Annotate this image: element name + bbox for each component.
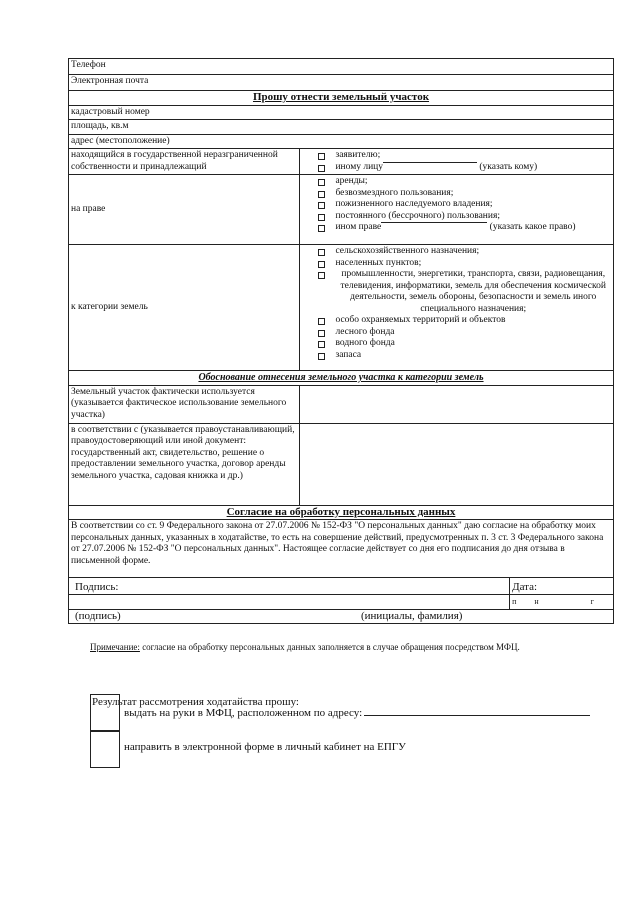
right-option-other[interactable]: ином праве (указать какое право) <box>302 222 611 234</box>
right-option[interactable]: пожизненного наследуемого владения; <box>302 199 611 211</box>
address-label: адрес (местоположение) <box>71 135 170 146</box>
according-input[interactable] <box>300 423 614 505</box>
right-label: на праве <box>69 175 300 245</box>
according-label: в соответствии с (указывается правоустанавливающий, правоудостоверяющий или иной документ: государственный акт, свидетельство, решение о предоставлении земельного участка, договор аренды земельного участка, садовая книжка и др.) <box>69 423 300 505</box>
signature-input[interactable] <box>69 595 510 610</box>
consent-heading: Согласие на обработку персональных данных <box>69 505 614 520</box>
category-option[interactable]: лесного фонда <box>302 327 611 339</box>
email-field[interactable] <box>69 75 614 91</box>
category-option[interactable]: особо охраняемых территорий и объектов <box>302 315 611 327</box>
fill-line[interactable] <box>383 162 477 163</box>
category-option[interactable]: водного фонда <box>302 338 611 350</box>
date-input[interactable]: п н г <box>510 595 614 610</box>
address-field[interactable] <box>69 134 614 149</box>
cadastral-field[interactable] <box>69 105 614 120</box>
email-label: Электронная почта <box>71 76 149 86</box>
ownership-option-other[interactable]: иному лицу (указать кому) <box>302 162 611 174</box>
choice-mfc: выдать на руки в МФЦ, расположенном по адресу: <box>124 707 590 719</box>
checkbox[interactable] <box>318 165 325 172</box>
area-label: площадь, кв.м <box>71 121 129 131</box>
phone-field[interactable] <box>69 59 614 75</box>
category-option[interactable]: запаса <box>302 350 611 362</box>
checkbox-epgu[interactable] <box>90 730 120 768</box>
right-option[interactable]: постоянного (бессрочного) пользования; <box>302 211 611 223</box>
category-option[interactable]: промышленности, энергетики, транспорта, связи, радиовещания, телевидения, информатики, земель для обеспечения космической деятельности, земель обороны, безопасности и земель иного специального назначения; <box>302 269 611 315</box>
right-option[interactable]: безвозмездного пользования; <box>302 188 611 200</box>
phone-label: Телефон <box>71 60 106 70</box>
note-text: согласие на обработку персональных данных заполняется в случае обращения посредством МФЦ. <box>139 642 520 652</box>
consent-text: В соответствии со ст. 9 Федерального закона от 27.07.2006 № 152-ФЗ "О персональных данных" даю согласие на обработку моих персональных данных, указанных в ходатайстве, то есть на совершение действий, предусмотренных п. 3 ст. 3 Федерального закона от 27.07.2006 № 152-ФЗ "О персональных данных". Настоящее согласие действует со дня его подписания до дня отзыва в письменной форме. <box>69 520 614 578</box>
checkbox-mfc[interactable] <box>90 694 120 732</box>
sign-caption: (подпись) <box>75 609 121 622</box>
checkbox[interactable] <box>318 153 325 160</box>
note <box>90 642 520 652</box>
category-label: к категории земель <box>69 245 300 371</box>
request-heading: Прошу отнести земельный участок <box>69 91 614 106</box>
cadastral-label: кадастровый номер <box>71 106 150 117</box>
right-option[interactable]: аренды; <box>302 176 611 188</box>
ownership-label: находящийся в государственной неразграниченной собственности и принадлежащий <box>69 149 300 175</box>
basis-heading: Обоснование отнесения земельного участка к категории земель <box>69 371 614 386</box>
date-label: Дата: <box>510 578 614 595</box>
category-option[interactable]: сельскохозяйственного назначения; <box>302 246 611 258</box>
ownership-option-applicant[interactable]: заявителю; <box>302 150 611 162</box>
application-form-table <box>68 58 614 624</box>
address-line[interactable] <box>364 715 590 716</box>
choice-epgu: направить в электронной форме в личный кабинет на ЕПГУ <box>124 741 406 753</box>
name-caption: (инициалы, фамилия) <box>361 609 463 622</box>
category-option[interactable]: населенных пунктов; <box>302 258 611 270</box>
note-prefix: Примечание: <box>90 642 140 652</box>
usage-label: Земельный участок фактически используется (указывается фактическое использование земельного участка) <box>69 385 300 423</box>
usage-input[interactable] <box>300 385 614 423</box>
result-title: Результат рассмотрения ходатайства прошу: <box>92 696 299 708</box>
signature-label: Подпись: <box>69 578 510 595</box>
area-field[interactable] <box>69 120 614 135</box>
fill-line[interactable] <box>381 222 487 223</box>
